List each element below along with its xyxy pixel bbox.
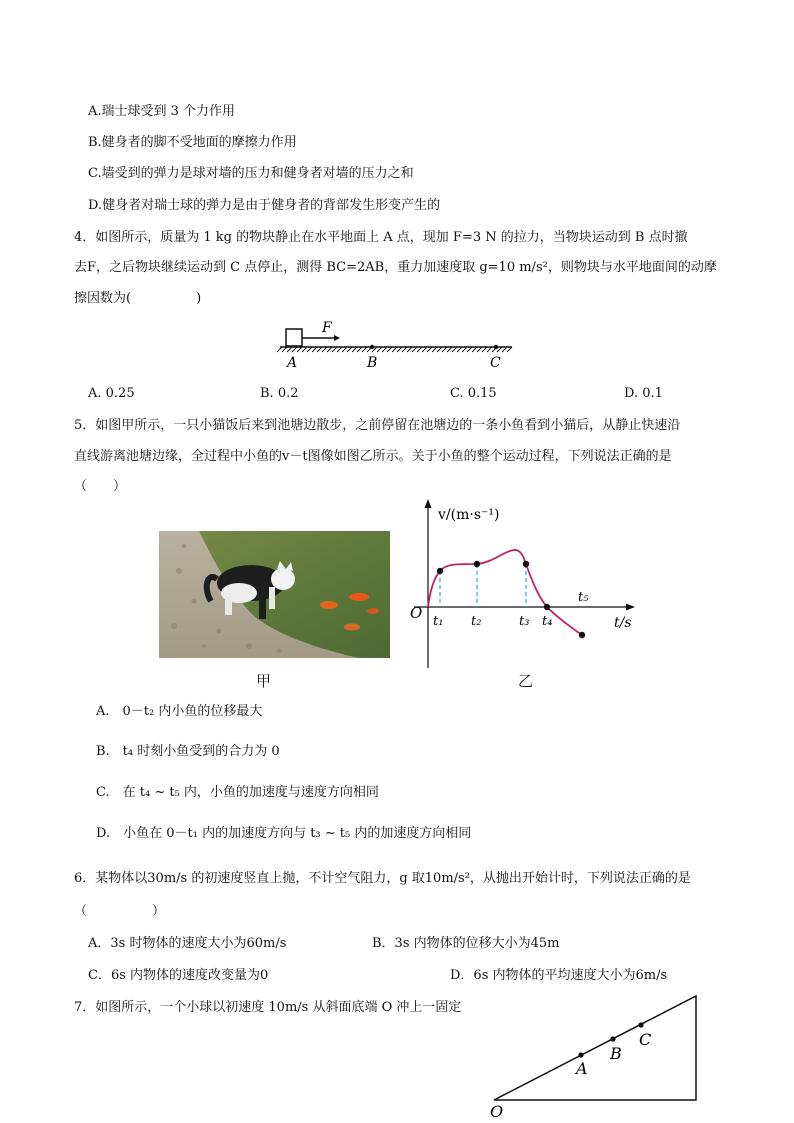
point-t4 [544,604,550,610]
point-t2 [474,561,480,567]
q4-stem-line1: 4．如图所示，质量为 1 kg 的物块静止在水平地面上 A 点，现加 F=3 N 的拉力，当物块运动到 B 点时撤 [74,230,688,245]
q5-option-a: A. 0－t₂ 内小鱼的位移最大 [96,704,263,719]
q6-option-a: A．3s 时物体的速度大小为60m/s [88,936,287,951]
q4-option-d: D. 0.1 [624,386,663,401]
q6-stem-line2: （ ） [74,904,166,919]
tick-t5: t₅ [578,590,589,605]
point-a-dot [578,1052,583,1057]
q6-option-b: B．3s 内物体的位移大小为45m [372,936,560,951]
q4-option-b: B. 0.2 [260,386,299,401]
graph-caption: 乙 [518,672,534,690]
q4-option-c: C. 0.15 [450,386,497,401]
point-a-label: A [287,355,298,371]
incline [494,996,696,1100]
point-o-label: O [490,1102,504,1120]
q3-option-a: A.瑞士球受到 3 个力作用 [88,104,236,119]
q6-option-c: C．6s 内物体的速度改变量为0 [88,968,269,983]
point-b-label: B [610,1044,622,1063]
q5-stem-line2: 直线游离池塘边缘，全过程中小鱼的v－t图像如图乙所示。关于小鱼的整个运动过程，下列说法正确的是 [74,449,672,464]
q5-option-c: C. 在 t₄ ~ t₅ 内，小鱼的加速度与速度方向相同 [96,785,379,800]
point-t5 [579,632,585,638]
tick-t1: t₁ [433,614,444,629]
cat-fish-photo [159,531,390,658]
q4-stem-line3: 擦因数为( ) [74,291,202,306]
q5-option-d: D. 小鱼在 0－t₁ 内的加速度方向与 t₃ ~ t₅ 内的加速度方向相同 [96,826,472,841]
y-axis-label: v/(m·s⁻¹) [438,507,500,523]
q4-option-a: A. 0.25 [88,386,135,401]
point-b-dot [610,1036,615,1041]
q3-option-b: B.健身者的脚不受地面的摩擦力作用 [88,135,297,150]
ground-surface [277,347,512,352]
vt-graph [404,496,642,672]
q7-stem-line1: 7．如图所示，一个小球以初速度 10m/s 从斜面底端 O 冲上一固定 [74,1000,462,1015]
photo-caption: 甲 [256,672,272,690]
point-c-label: C [490,355,501,371]
x-axis-label: t/s [614,615,632,631]
q7-incline-figure [484,990,706,1120]
point-c-label: C [639,1030,652,1049]
point-b-dot [370,345,374,349]
point-b-label: B [367,355,378,371]
tick-t4: t₄ [542,614,553,629]
block [286,329,302,346]
vt-curve [428,550,582,635]
point-c-dot [494,345,498,349]
guide-lines [440,564,526,607]
point-c-dot [638,1022,643,1027]
q4-stem-line2: 去F，之后物块继续运动到 C 点停止，测得 BC=2AB，重力加速度取 g=10 m/s²，则物块与水平地面间的动摩 [74,260,717,275]
tick-t3: t₃ [519,614,530,629]
point-t1 [437,568,443,574]
origin-label: O [410,604,423,622]
tick-t2: t₂ [471,614,482,629]
q5-stem-line3: （ ） [74,479,127,494]
q3-option-d: D.健身者对瑞士球的弹力是由于健身者的背部发生形变产生的 [88,198,441,213]
q5-option-b: B. t₄ 时刻小鱼受到的合力为 0 [96,744,280,759]
q5-stem-line1: 5．如图甲所示，一只小猫饭后来到池塘边散步，之前停留在池塘边的一条小鱼看到小猫后，从静止快速沿 [74,418,681,433]
q4-figure [276,320,518,374]
q6-option-d: D．6s 内物体的平均速度大小为6m/s [450,968,668,983]
point-t3 [523,561,529,567]
q3-option-c: C.墙受到的弹力是球对墙的压力和健身者对墙的压力之和 [88,166,414,181]
force-label: F [322,320,332,336]
q6-stem-line1: 6．某物体以30m/s 的初速度竖直上抛，不计空气阻力，g 取10m/s²，从抛出开始计时，下列说法正确的是 [74,871,691,886]
point-a-label: A [576,1059,588,1078]
